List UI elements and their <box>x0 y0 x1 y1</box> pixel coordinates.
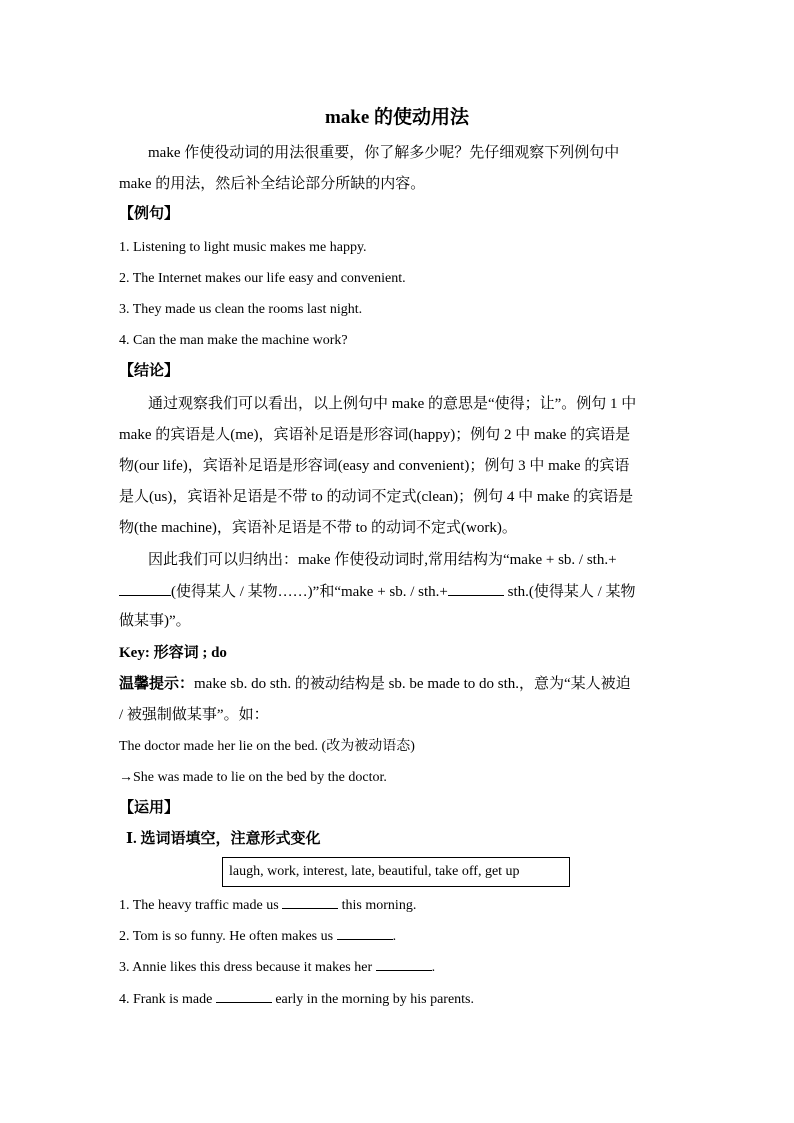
answer-blank[interactable] <box>282 894 338 909</box>
key-line <box>119 643 227 663</box>
answer-blank[interactable] <box>337 925 393 940</box>
exercise-text: early in the morning by his parents. <box>275 992 475 1007</box>
exercise-text: 4. Frank is made <box>119 992 213 1007</box>
fill-blank[interactable] <box>448 581 504 596</box>
summary-line-1: 因此我们可以归纳出：make 作使役动词时,常用结构为“make + sb. / sth.+ <box>148 552 617 568</box>
conclusion-line-1: 通过观察我们可以看出，以上例句中 make 的意思是“使得；让”。例句 1 中 <box>148 396 637 412</box>
tip-label: 温馨提示： <box>119 676 195 692</box>
conclusion-line-3: 物(our life)，宾语补足语是形容词(easy and convenient)；例句 3 中 make 的宾语 <box>119 458 630 474</box>
exercise-item-1 <box>119 894 416 916</box>
tip-text: make sb. do sth. 的被动结构是 sb. be made to do sth.，意为“某人被迫 <box>194 676 631 692</box>
exercise-text: . <box>431 960 436 975</box>
conclusion-line-4: 是人(us)，宾语补足语是不带 to 的动词不定式(clean)；例句 4 中 make 的宾语是 <box>119 489 634 505</box>
section-one-title: Ⅰ. 选词语填空，注意形式变化 <box>126 831 321 847</box>
summary-text: (使得某人 / 某物……)”和“make + sb. / sth.+ <box>171 584 448 600</box>
summary-line-2 <box>119 581 636 602</box>
key-label: Key: <box>119 645 150 661</box>
answer-blank[interactable] <box>376 956 432 971</box>
example-3: 3. They made us clean the rooms last night. <box>119 302 363 317</box>
tip-line-2: / 被强制做某事”。如： <box>119 707 269 723</box>
exercise-text: this morning. <box>341 898 417 913</box>
exercise-text: . <box>392 929 397 944</box>
answer-blank[interactable] <box>216 988 272 1003</box>
example-2: 2. The Internet makes our life easy and convenient. <box>119 271 406 286</box>
exercise-item-3 <box>119 956 435 978</box>
intro-line-2: make 的用法，然后补全结论部分所缺的内容。 <box>119 176 426 192</box>
word-box: laugh, work, interest, late, beautiful, take off, get up <box>222 857 570 887</box>
example-4: 4. Can the man make the machine work? <box>119 333 348 348</box>
examples-heading: 【例句】 <box>119 206 180 222</box>
summary-line-3: 做某事)”。 <box>119 613 191 629</box>
exercise-item-2 <box>119 925 396 947</box>
tip-line-1 <box>119 674 631 694</box>
exercise-text: 3. Annie likes this dress because it makes her <box>119 960 373 975</box>
summary-tail: sth.(使得某人 / 某物 <box>507 584 636 600</box>
active-example: The doctor made her lie on the bed. (改为被动语态) <box>119 739 415 754</box>
intro-line-1: make 作使役动词的用法很重要，你了解多少呢？先仔细观察下列例句中 <box>148 145 620 161</box>
conclusion-line-5: 物(the machine)，宾语补足语是不带 to 的动词不定式(work)。 <box>119 520 517 536</box>
conclusion-heading: 【结论】 <box>119 363 180 379</box>
exercise-text: 1. The heavy traffic made us <box>119 898 279 913</box>
example-1: 1. Listening to light music makes me happy. <box>119 240 367 255</box>
fill-blank[interactable] <box>119 581 171 596</box>
exercise-text: 2. Tom is so funny. He often makes us <box>119 929 334 944</box>
practice-heading: 【运用】 <box>119 800 180 816</box>
page-title: make 的使动用法 <box>324 107 470 128</box>
passive-example: →She was made to lie on the bed by the doctor. <box>119 770 387 785</box>
key-answer: 形容词 ; do <box>153 645 227 661</box>
exercise-item-4 <box>119 988 474 1010</box>
conclusion-line-2: make 的宾语是人(me)，宾语补足语是形容词(happy)；例句 2 中 make 的宾语是 <box>119 427 631 443</box>
